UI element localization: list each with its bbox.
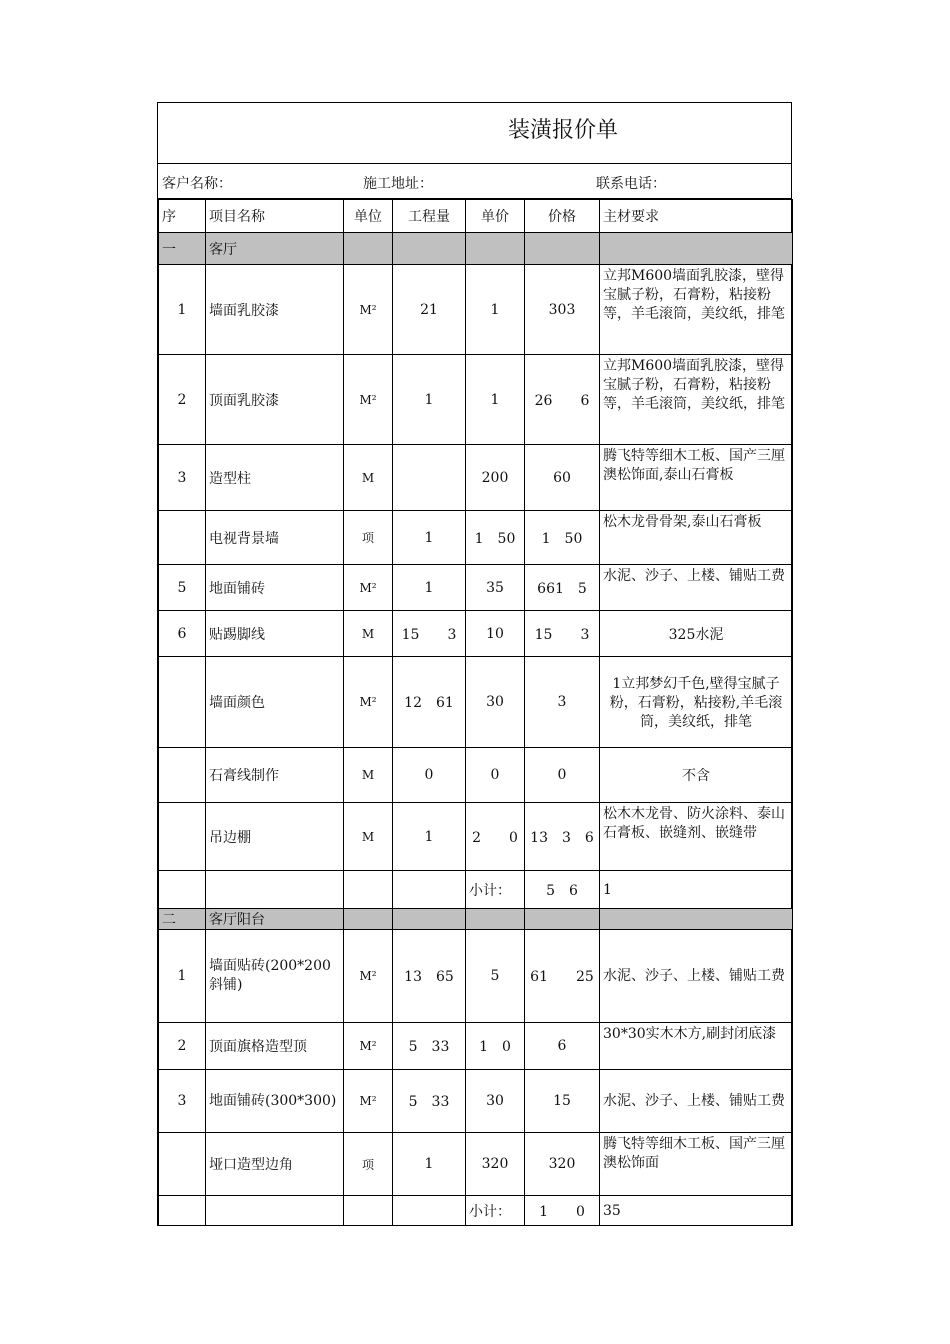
row-price: 30 bbox=[466, 657, 525, 748]
row-price: 1 0 bbox=[466, 1023, 525, 1070]
header-total: 价格 bbox=[525, 200, 600, 233]
row-material: 水泥、沙子、上楼、铺贴工费 bbox=[600, 1070, 793, 1133]
title-row bbox=[158, 103, 791, 164]
row-unit: M² bbox=[344, 657, 393, 748]
row-price: 2 0 bbox=[466, 803, 525, 871]
row-qty: 12 61 bbox=[393, 657, 466, 748]
header-qty: 工程量 bbox=[393, 200, 466, 233]
quote-sheet bbox=[157, 102, 792, 1226]
row-total: 60 bbox=[525, 445, 600, 511]
row-total: 15 bbox=[525, 1070, 600, 1133]
subtotal-row bbox=[159, 871, 793, 909]
table-row bbox=[159, 657, 793, 748]
row-name: 墙面颜色 bbox=[206, 657, 344, 748]
row-qty: 1 bbox=[393, 1133, 466, 1196]
row-total: 61 25 bbox=[525, 930, 600, 1023]
row-name: 地面铺砖 bbox=[206, 565, 344, 611]
row-name: 吊边棚 bbox=[206, 803, 344, 871]
row-material: 腾飞特等细木工板、国产三厘澳松饰面 bbox=[600, 1133, 793, 1196]
row-name: 电视背景墙 bbox=[206, 511, 344, 565]
address-label: 施工地址： bbox=[363, 176, 433, 192]
row-material: 腾飞特等细木工板、国产三厘澳松饰面,泰山石膏板 bbox=[600, 445, 793, 511]
row-material: 立邦M600墙面乳胶漆，壁得宝腻子粉，石膏粉，粘接粉等，羊毛滚筒，美纹纸，排笔 bbox=[600, 265, 793, 355]
row-name: 顶面旗格造型顶 bbox=[206, 1023, 344, 1070]
row-qty bbox=[393, 445, 466, 511]
row-total: 6 bbox=[525, 1023, 600, 1070]
section-name: 客厅 bbox=[206, 233, 344, 265]
table-row bbox=[159, 265, 793, 355]
row-material: 水泥、沙子、上楼、铺贴工费 bbox=[600, 930, 793, 1023]
subtotal-label: 小计： bbox=[466, 871, 525, 909]
row-price: 320 bbox=[466, 1133, 525, 1196]
row-name: 垭口造型边角 bbox=[206, 1133, 344, 1196]
row-price: 35 bbox=[466, 565, 525, 611]
row-price: 5 bbox=[466, 930, 525, 1023]
row-no bbox=[159, 511, 206, 565]
row-name: 石膏线制作 bbox=[206, 748, 344, 803]
section-name: 客厅阳台 bbox=[206, 909, 344, 930]
row-unit: M bbox=[344, 611, 393, 657]
row-total: 15 3 bbox=[525, 611, 600, 657]
row-unit: 项 bbox=[344, 1133, 393, 1196]
row-price: 30 bbox=[466, 1070, 525, 1133]
row-no: 1 bbox=[159, 930, 206, 1023]
row-no: 3 bbox=[159, 1070, 206, 1133]
row-qty: 0 bbox=[393, 748, 466, 803]
row-name: 地面铺砖(300*300) bbox=[206, 1070, 344, 1133]
table-row bbox=[159, 355, 793, 445]
row-total: 661 5 bbox=[525, 565, 600, 611]
row-unit: M² bbox=[344, 1070, 393, 1133]
table-row bbox=[159, 803, 793, 871]
header-material: 主材要求 bbox=[600, 200, 793, 233]
row-no: 1 bbox=[159, 265, 206, 355]
table-row bbox=[159, 1133, 793, 1196]
row-total: 303 bbox=[525, 265, 600, 355]
subtotal-value: 1 0 bbox=[525, 1196, 600, 1226]
subtotal-label: 小计： bbox=[466, 1196, 525, 1226]
section-no: 一 bbox=[159, 233, 206, 265]
row-no bbox=[159, 748, 206, 803]
table-row bbox=[159, 1070, 793, 1133]
row-no: 6 bbox=[159, 611, 206, 657]
quote-table bbox=[158, 199, 793, 1226]
table-row bbox=[159, 1023, 793, 1070]
section-no: 二 bbox=[159, 909, 206, 930]
row-material: 325水泥 bbox=[600, 611, 793, 657]
row-no: 2 bbox=[159, 355, 206, 445]
customer-info-row bbox=[158, 164, 791, 199]
row-name: 贴踢脚线 bbox=[206, 611, 344, 657]
row-material: 立邦M600墙面乳胶漆，壁得宝腻子粉，石膏粉，粘接粉等，羊毛滚筒，美纹纸，排笔 bbox=[600, 355, 793, 445]
row-price: 0 bbox=[466, 748, 525, 803]
table-row bbox=[159, 511, 793, 565]
row-no: 2 bbox=[159, 1023, 206, 1070]
table-row bbox=[159, 930, 793, 1023]
header-no: 序 bbox=[159, 200, 206, 233]
subtotal-extra: 35 bbox=[600, 1196, 793, 1226]
header-name: 项目名称 bbox=[206, 200, 344, 233]
row-name: 造型柱 bbox=[206, 445, 344, 511]
row-price: 1 50 bbox=[466, 511, 525, 565]
row-name: 墙面贴砖(200*200斜铺) bbox=[206, 930, 344, 1023]
row-qty: 1 bbox=[393, 565, 466, 611]
row-no bbox=[159, 803, 206, 871]
row-no bbox=[159, 1133, 206, 1196]
phone-label: 联系电话： bbox=[596, 176, 666, 192]
subtotal-value: 5 6 bbox=[525, 871, 600, 909]
row-qty: 1 bbox=[393, 355, 466, 445]
row-unit: 项 bbox=[344, 511, 393, 565]
row-material: 松木木龙骨、防火涂料、泰山石膏板、嵌缝剂、嵌缝带 bbox=[600, 803, 793, 871]
row-unit: M bbox=[344, 445, 393, 511]
section-row bbox=[159, 233, 793, 265]
row-price: 1 bbox=[466, 265, 525, 355]
row-total: 320 bbox=[525, 1133, 600, 1196]
row-qty: 1 bbox=[393, 803, 466, 871]
row-material: 30*30实木木方,刷封闭底漆 bbox=[600, 1023, 793, 1070]
subtotal-extra: 1 bbox=[600, 871, 793, 909]
table-row bbox=[159, 565, 793, 611]
row-qty: 1 bbox=[393, 511, 466, 565]
customer-name-label: 客户名称： bbox=[162, 176, 232, 192]
row-unit: M bbox=[344, 748, 393, 803]
row-unit: M² bbox=[344, 265, 393, 355]
row-total: 1 50 bbox=[525, 511, 600, 565]
row-total: 13 3 6 bbox=[525, 803, 600, 871]
subtotal-row bbox=[159, 1196, 793, 1226]
row-name: 墙面乳胶漆 bbox=[206, 265, 344, 355]
row-price: 200 bbox=[466, 445, 525, 511]
row-no: 3 bbox=[159, 445, 206, 511]
header-unit: 单位 bbox=[344, 200, 393, 233]
header-row bbox=[159, 200, 793, 233]
row-no bbox=[159, 657, 206, 748]
row-material: 水泥、沙子、上楼、铺贴工费 bbox=[600, 565, 793, 611]
row-qty: 5 33 bbox=[393, 1070, 466, 1133]
row-material: 1立邦梦幻千色,壁得宝腻子粉，石膏粉，粘接粉,羊毛滚筒，美纹纸，排笔 bbox=[600, 657, 793, 748]
row-qty: 21 bbox=[393, 265, 466, 355]
row-material: 不含 bbox=[600, 748, 793, 803]
row-unit: M² bbox=[344, 1023, 393, 1070]
table-row bbox=[159, 611, 793, 657]
row-unit: M bbox=[344, 803, 393, 871]
row-total: 3 bbox=[525, 657, 600, 748]
row-unit: M² bbox=[344, 930, 393, 1023]
row-unit: M² bbox=[344, 355, 393, 445]
row-name: 顶面乳胶漆 bbox=[206, 355, 344, 445]
row-qty: 5 33 bbox=[393, 1023, 466, 1070]
section-row bbox=[159, 909, 793, 930]
header-price: 单价 bbox=[466, 200, 525, 233]
row-material: 松木龙骨骨架,泰山石膏板 bbox=[600, 511, 793, 565]
table-row bbox=[159, 748, 793, 803]
row-qty: 15 3 bbox=[393, 611, 466, 657]
row-qty: 13 65 bbox=[393, 930, 466, 1023]
row-unit: M² bbox=[344, 565, 393, 611]
page-title: 装潢报价单 bbox=[508, 118, 619, 143]
row-total: 26 6 bbox=[525, 355, 600, 445]
row-total: 0 bbox=[525, 748, 600, 803]
row-price: 1 bbox=[466, 355, 525, 445]
row-price: 10 bbox=[466, 611, 525, 657]
table-row bbox=[159, 445, 793, 511]
row-no: 5 bbox=[159, 565, 206, 611]
